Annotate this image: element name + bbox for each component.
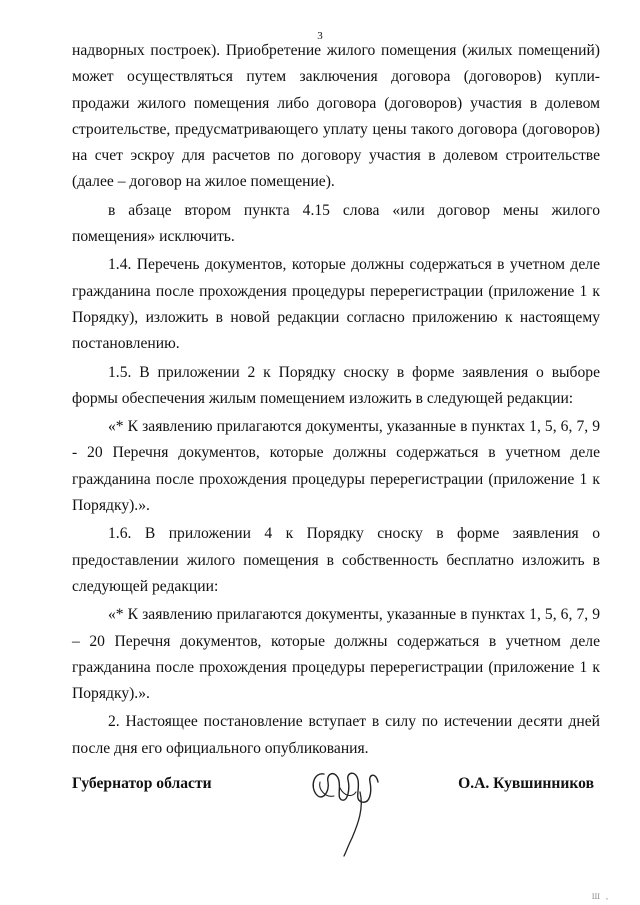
paragraph-1-5: 1.5. В приложении 2 к Порядку сноску в форме заявления о выборе формы обеспечения жилым помещением изложить в следующей редакции: bbox=[72, 363, 600, 407]
paragraph-1-6: 1.6. В приложении 4 к Порядку сноску в форме заявления о предоставлении жилого помещения в собственность бесплатно изложить в следующей редакции: bbox=[72, 525, 600, 595]
paragraph-1-5-footnote: «* К заявлению прилагаются документы, указанные в пунктах 1, 5, 6, 7, 9 - 20 Перечня документов, которые должны содержаться в учетном деле гражданина после прохождения процедуры перерегистрации (приложение 1 к Порядку).». bbox=[72, 418, 600, 515]
paragraph-1-4: 1.4. Перечень документов, которые должны содержаться в учетном деле гражданина после прохождения процедуры перерегистрации (приложение 1 к Порядку), изложить в новой редакции согласно приложению к настоящему постановлению. bbox=[72, 256, 600, 353]
paragraph-2-effective-date: 2. Настоящее постановление вступает в силу по истечении десяти дней после дня его официального опубликования. bbox=[72, 713, 600, 757]
corner-marks: Ш , bbox=[591, 892, 610, 901]
signer-position: Губернатор области bbox=[72, 775, 212, 792]
document-body bbox=[72, 38, 600, 762]
handwritten-signature bbox=[300, 752, 384, 860]
page-number: 3 bbox=[317, 30, 323, 42]
paragraph-1-6-footnote: «* К заявлению прилагаются документы, указанные в пунктах 1, 5, 6, 7, 9 – 20 Перечня документов, которые должны содержаться в учетном деле гражданина после прохождения процедуры перерегистрации (приложение 1 к Порядку).». bbox=[72, 606, 600, 703]
signer-name: О.А. Кувшинников bbox=[458, 775, 594, 792]
paragraph-continuation: надворных построек). Приобретение жилого помещения (жилых помещений) может осуществляться путем заключения договора (договоров) купли-продажи жилого помещения либо договора (договоров) участия в долевом строительстве, предусматривающего уплату цены такого договора (договоров) на счет эскроу для расчетов по договору участия в долевом строительстве (далее – договор на жилое помещение). bbox=[72, 42, 600, 191]
paragraph-exclusion: в абзаце втором пункта 4.15 слова «или договор мены жилого помещения» исключить. bbox=[72, 201, 600, 246]
